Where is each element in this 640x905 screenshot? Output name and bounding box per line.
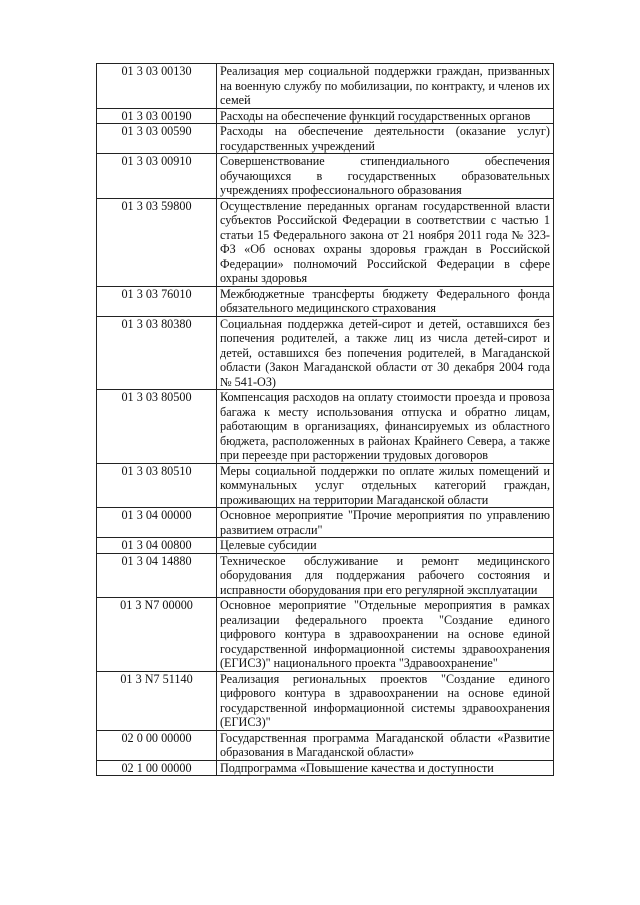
description-cell: Реализация мер социальной поддержки граждан, призванных на военную службу по мобилизации, по контракту, и членов их семей: [217, 64, 554, 109]
table-row: [97, 286, 554, 316]
table-row: [97, 508, 554, 538]
budget-code-table: [96, 63, 554, 776]
description-cell: Компенсация расходов на оплату стоимости проезда и провоза багажа к месту использования отпуска и обратно лицам, работающим в организациях, финансируемых из областного бюджета, расположенных в районах Крайнего Севера, а также при переезде при расторжении трудовых договоров: [217, 390, 554, 464]
table-row: [97, 730, 554, 760]
code-cell: 01 3 03 59800: [97, 198, 217, 286]
description-cell: Основное мероприятие "Отдельные мероприятия в рамках реализации федерального проекта "Создание единого цифрового контура в здравоохранении на основе единой государственной информационной системы здравоохранения (ЕГИСЗ)" национального проекта "Здравоохранение": [217, 598, 554, 672]
code-cell: 01 3 03 80380: [97, 316, 217, 390]
code-cell: 01 3 03 76010: [97, 286, 217, 316]
description-cell: Расходы на обеспечение деятельности (оказание услуг) государственных учреждений: [217, 124, 554, 154]
code-cell: 01 3 04 00800: [97, 538, 217, 554]
code-cell: 01 3 04 14880: [97, 553, 217, 598]
table-row: [97, 390, 554, 464]
table-row: [97, 671, 554, 730]
code-cell: 01 3 03 00190: [97, 108, 217, 124]
description-cell: Совершенствование стипендиального обеспечения обучающихся в государственных образовательных учреждениях профессионального образования: [217, 154, 554, 199]
table-row: [97, 108, 554, 124]
code-cell: 01 3 04 00000: [97, 508, 217, 538]
table-row: [97, 316, 554, 390]
description-cell: Реализация региональных проектов "Создание единого цифрового контура в здравоохранении на основе единой государственной информационной системы здравоохранения (ЕГИСЗ)": [217, 671, 554, 730]
table-row: [97, 760, 554, 776]
code-cell: 01 3 03 80500: [97, 390, 217, 464]
code-cell: 02 1 00 00000: [97, 760, 217, 776]
table-row: [97, 154, 554, 199]
code-cell: 01 3 03 00590: [97, 124, 217, 154]
description-cell: Осуществление переданных органам государственной власти субъектов Российской Федерации в соответствии с частью 1 статьи 15 Федерального закона от 21 ноября 2011 года № 323-ФЗ «Об основах охраны здоровья граждан в Российской Федерации» полномочий Российской Федерации в сфере охраны здоровья: [217, 198, 554, 286]
description-cell: Целевые субсидии: [217, 538, 554, 554]
code-cell: 01 3 03 00130: [97, 64, 217, 109]
description-cell: Расходы на обеспечение функций государственных органов: [217, 108, 554, 124]
table-row: [97, 463, 554, 508]
table-row: [97, 598, 554, 672]
description-cell: Техническое обслуживание и ремонт медицинского оборудования для поддержания рабочего состояния и исправности оборудования при его регулярной эксплуатации: [217, 553, 554, 598]
description-cell: Основное мероприятие "Прочие мероприятия по управлению развитием отрасли": [217, 508, 554, 538]
table-row: [97, 124, 554, 154]
table-row: [97, 198, 554, 286]
description-cell: Межбюджетные трансферты бюджету Федерального фонда обязательного медицинского страхования: [217, 286, 554, 316]
code-cell: 01 3 N7 00000: [97, 598, 217, 672]
code-cell: 01 3 N7 51140: [97, 671, 217, 730]
description-cell: Государственная программа Магаданской области «Развитие образования в Магаданской области»: [217, 730, 554, 760]
table-body: [97, 64, 554, 776]
description-cell: Подпрограмма «Повышение качества и доступности: [217, 760, 554, 776]
code-cell: 02 0 00 00000: [97, 730, 217, 760]
table-row: [97, 553, 554, 598]
description-cell: Социальная поддержка детей-сирот и детей, оставшихся без попечения родителей, а также лиц из числа детей-сирот и детей, оставшихся без попечения родителей, в Магаданской области (Закон Магаданской области от 30 декабря 2004 года № 541-ОЗ): [217, 316, 554, 390]
description-cell: Меры социальной поддержки по оплате жилых помещений и коммунальных услуг отдельных категорий граждан, проживающих на территории Магаданской области: [217, 463, 554, 508]
code-cell: 01 3 03 80510: [97, 463, 217, 508]
table-row: [97, 64, 554, 109]
table-row: [97, 538, 554, 554]
code-cell: 01 3 03 00910: [97, 154, 217, 199]
